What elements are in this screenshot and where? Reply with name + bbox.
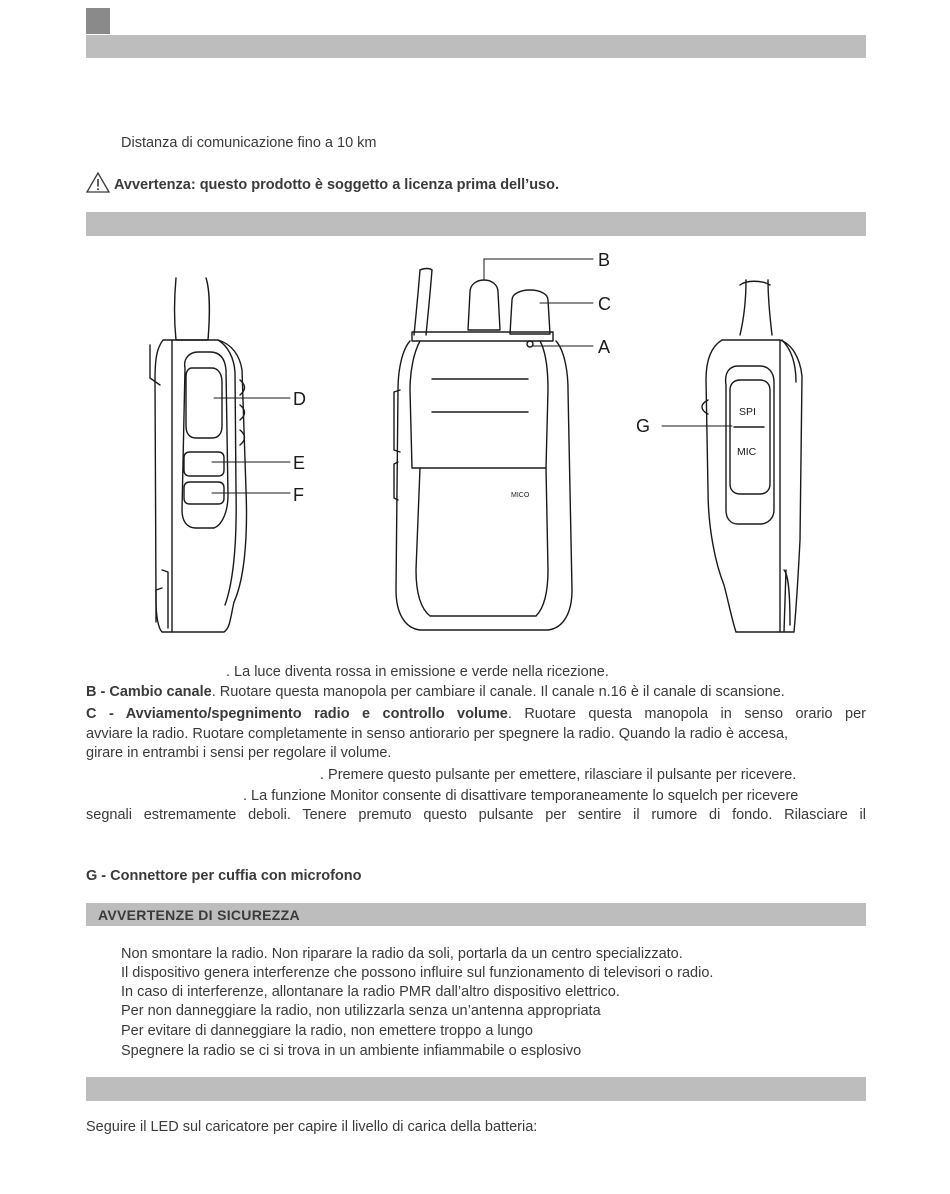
charging-line: Seguire il LED sul caricatore per capire il livello di carica della batteria:	[86, 1119, 538, 1135]
label-d: D	[293, 389, 306, 409]
control-e-text: . La funzione Monitor consente di disattivare temporaneamente lo squelch per ricevere	[243, 788, 799, 804]
label-g: G	[636, 416, 651, 436]
control-b-line	[86, 683, 785, 702]
control-c-line-3: girare in entrambi i sensi per regolare il volume.	[86, 745, 392, 761]
label-a: A	[598, 337, 611, 357]
mic-port-label: MIC	[737, 446, 757, 458]
radio-side-view-left	[150, 278, 247, 632]
range-line: Distanza di comunicazione fino a 10 km	[121, 135, 377, 151]
control-b-text: . Ruotare questa manopola per cambiare il canale. Il canale n.16 è il canale di scansione.	[211, 684, 785, 700]
safety-item: Spegnere la radio se ci si trova in un ambiente infiammabile o esplosivo	[121, 1043, 582, 1059]
label-e: E	[293, 453, 306, 473]
radio-diagram	[0, 240, 950, 640]
control-d-text: . Premere questo pulsante per emettere, rilasciare il pulsante per ricevere.	[320, 767, 797, 783]
header-bar	[86, 35, 866, 58]
section-bar-description	[86, 212, 866, 236]
warning-line: Avvertenza: questo prodotto è soggetto a licenza prima dell’uso.	[114, 177, 560, 193]
control-b-title: B - Cambio canale	[86, 684, 212, 700]
control-c-line-1	[86, 705, 866, 724]
label-c: C	[598, 294, 611, 314]
safety-item: Per non danneggiare la radio, non utilizzarla senza un’antenna appropriata	[121, 1003, 601, 1019]
safety-item: Per evitare di danneggiare la radio, non emettere troppo a lungo	[121, 1023, 533, 1039]
label-b: B	[598, 250, 611, 270]
control-g-title: G - Connettore per cuffia con microfono	[86, 868, 362, 884]
corner-marker	[86, 8, 110, 34]
control-c-text-1: . Ruotare questa manopola in senso orario per	[507, 706, 866, 722]
label-f: F	[293, 485, 304, 505]
control-c-title: C - Avviamento/spegnimento radio e controllo volume	[86, 706, 508, 722]
safety-item: Non smontare la radio. Non riparare la radio da soli, portarla da un centro specializzato.	[121, 946, 683, 962]
warning-icon	[86, 172, 110, 194]
spk-port-label: SPI	[739, 406, 756, 418]
section-bar-charging	[86, 1077, 866, 1101]
mic-opening-label: MICO	[511, 492, 530, 499]
control-a-text: . La luce diventa rossa in emissione e verde nella ricezione.	[226, 664, 609, 680]
safety-item: In caso di interferenze, allontanare la radio PMR dall’altro dispositivo elettrico.	[121, 984, 620, 1000]
control-c-line-2: avviare la radio. Ruotare completamente in senso antiorario per spegnere la radio. Quando la radio è accesa,	[86, 726, 789, 742]
safety-item: Il dispositivo genera interferenze che possono influire sul funzionamento di televisori o radio.	[121, 965, 714, 981]
radio-front-view	[394, 269, 572, 631]
control-e-line-2: segnali estremamente deboli. Tenere premuto questo pulsante per sentire il rumore di fondo. Rilasciare il	[86, 807, 866, 823]
safety-title: AVVERTENZE DI SICUREZZA	[98, 907, 300, 923]
